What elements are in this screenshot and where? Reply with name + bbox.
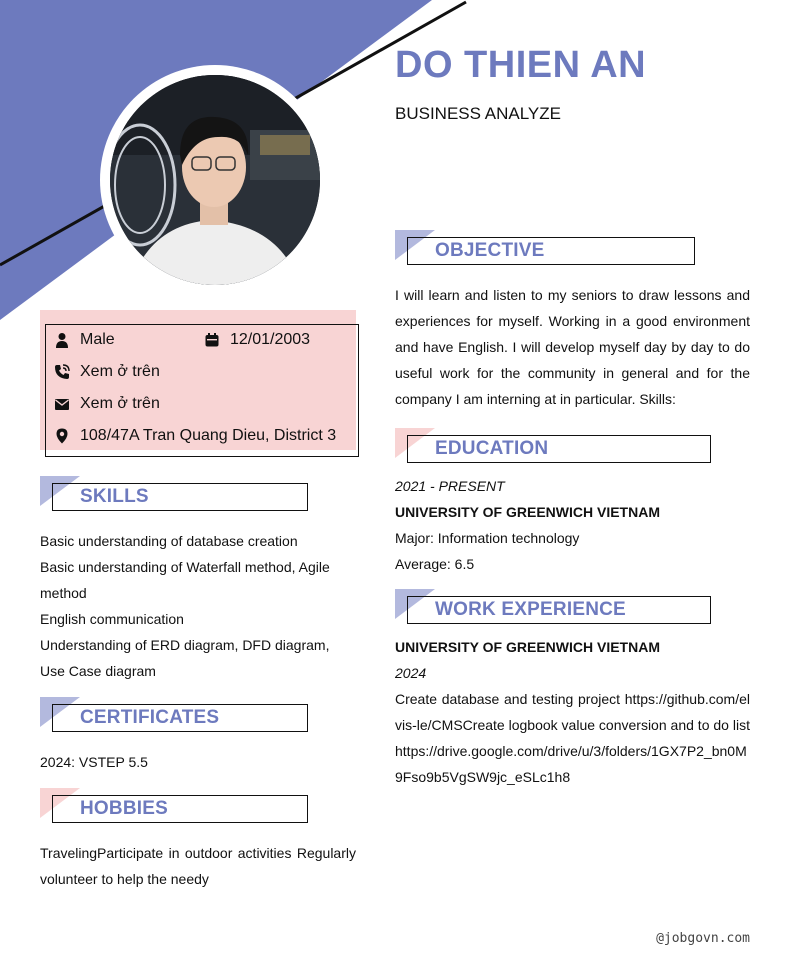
phone-row (54, 363, 160, 381)
work-title: WORK EXPERIENCE (435, 599, 626, 620)
candidate-name: DO THIEN AN (395, 44, 647, 86)
education-heading (395, 428, 713, 462)
objective-title: OBJECTIVE (435, 240, 545, 261)
hobbies-heading (40, 788, 310, 822)
hobbies-text: TravelingParticipate in outdoor activities Regularly volunteer to help the needy (40, 845, 356, 887)
phone-value: Xem ở trên (80, 363, 160, 380)
address-row (54, 427, 336, 445)
work-details (395, 634, 750, 790)
objective-heading (395, 230, 697, 264)
work-description: Create database and testing project https://github.com/elvis-le/CMSCreate logbook value conversion and to do listhttps://drive.google.com/drive/u/3/folders/1GX7P2_bn0M9Fso9b5VgSW9jc_eSLc1h8 (395, 691, 750, 785)
list-item: Understanding of ERD diagram, DFD diagram, Use Case diagram (40, 637, 330, 679)
calendar-icon (204, 332, 220, 348)
skills-heading (40, 476, 310, 510)
list-item: Basic understanding of database creation (40, 533, 298, 549)
education-school: UNIVERSITY OF GREENWICH VIETNAM (395, 504, 660, 520)
certificates-text: 2024: VSTEP 5.5 (40, 754, 148, 770)
location-pin-icon (54, 428, 70, 444)
dob-row (204, 331, 310, 349)
footer-watermark: @jobgovn.com (656, 931, 750, 946)
certificates-heading (40, 697, 310, 731)
objective-text: I will learn and listen to my seniors to draw lessons and experiences for myself. Working in a good environment and have English. I will develop myself day by day to do useful work for the community in general and for the company I am interning at in particular. Skills: (395, 287, 750, 407)
phone-icon (54, 364, 70, 380)
address-value: 108/47A Tran Quang Dieu, District 3 (80, 427, 337, 444)
skills-list (40, 528, 356, 684)
skills-title: SKILLS (80, 486, 149, 507)
avatar (100, 65, 330, 295)
profile-photo (110, 75, 320, 285)
list-item: Basic understanding of Waterfall method, Agile method (40, 559, 330, 601)
education-title: EDUCATION (435, 438, 549, 459)
envelope-icon (54, 396, 70, 412)
education-average: Average: 6.5 (395, 556, 475, 572)
hobbies-title: HOBBIES (80, 798, 168, 819)
dob-value: 12/01/2003 (230, 331, 311, 348)
education-major: Major: Information technology (395, 530, 580, 546)
work-heading (395, 589, 713, 623)
education-details (395, 473, 750, 577)
gender-row (54, 331, 115, 349)
education-period: 2021 - PRESENT (395, 478, 505, 494)
email-value: Xem ở trên (80, 395, 160, 412)
candidate-role: BUSINESS ANALYZE (395, 104, 561, 123)
gender-value: Male (80, 331, 115, 348)
list-item: English communication (40, 611, 184, 627)
work-company: UNIVERSITY OF GREENWICH VIETNAM (395, 639, 660, 655)
certificates-title: CERTIFICATES (80, 707, 220, 728)
work-year: 2024 (395, 665, 427, 681)
email-row (54, 395, 160, 413)
user-icon (54, 332, 70, 348)
